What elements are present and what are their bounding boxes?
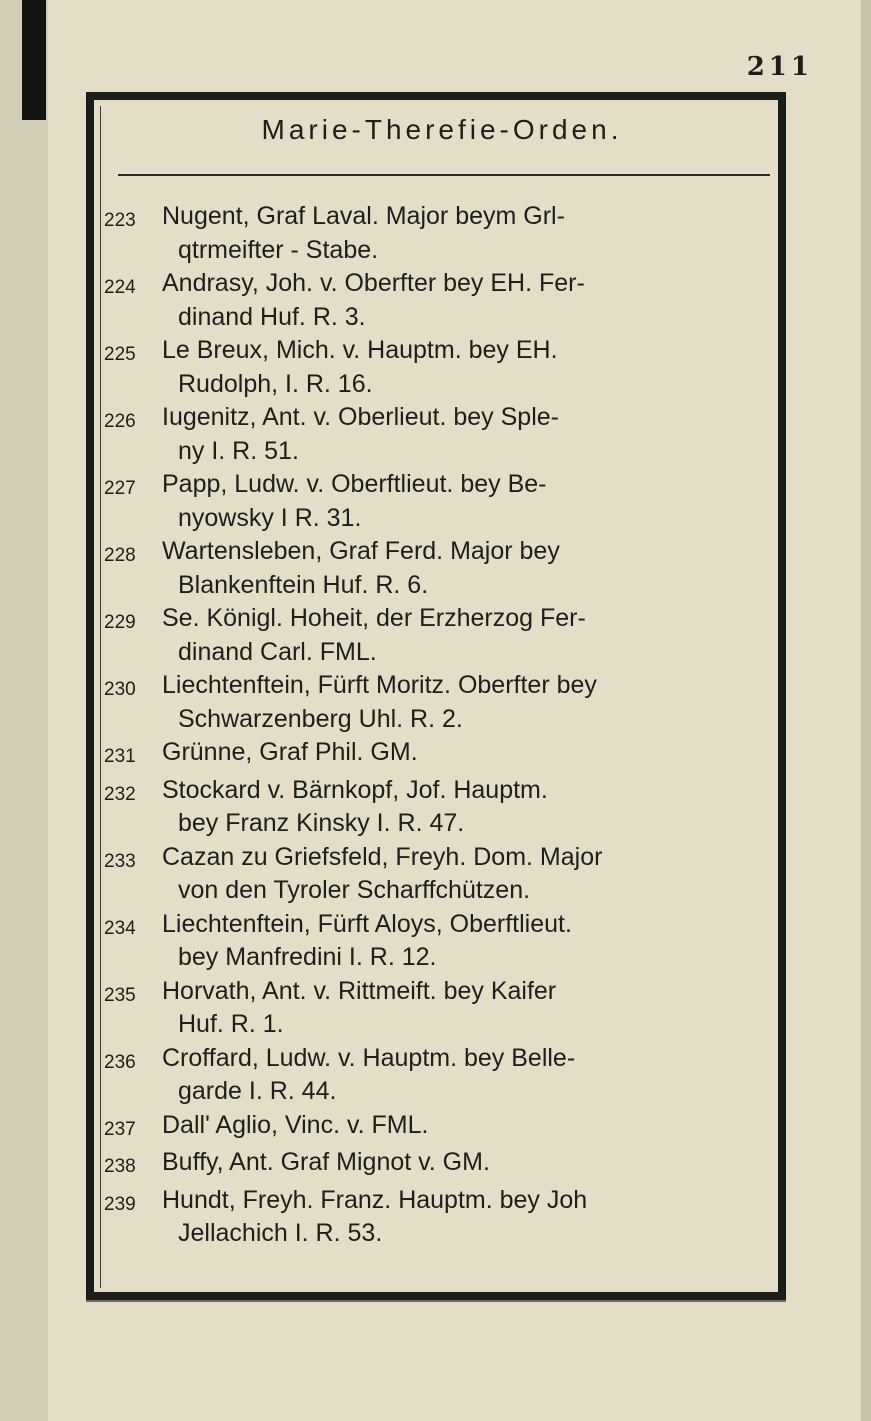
list-item (104, 774, 788, 841)
list-item (104, 200, 788, 267)
entry-line: Le Breux, Mich. v. Hauptm. bey EH. (162, 336, 558, 364)
page-edge (861, 0, 871, 1421)
list-item (104, 401, 788, 468)
list-item (104, 334, 788, 401)
list-item (104, 975, 788, 1042)
entry-number: 231 (104, 746, 136, 767)
entry-number: 226 (104, 411, 136, 432)
entry-number: 236 (104, 1051, 136, 1073)
entry-text (162, 669, 788, 736)
list-item (104, 267, 788, 334)
entry-text (162, 1184, 788, 1251)
inner-frame-rule (100, 106, 101, 1288)
list-item (104, 1109, 788, 1147)
entry-line: qtrmeifter - Stabe. (178, 235, 379, 264)
entry-line: Liechtenftein, Fürft Moritz. Oberfter bey (162, 671, 597, 699)
page-number: 211 (746, 52, 813, 82)
entry-text (162, 468, 788, 535)
list-item (104, 468, 788, 535)
list-item (104, 1042, 788, 1109)
entry-line: ny I. R. 51. (178, 436, 299, 465)
entry-line: Stockard v. Bärnkopf, Jof. Hauptm. (162, 775, 548, 804)
entry-line: dinand Carl. FML. (178, 637, 377, 666)
entry-line: Wartensleben, Graf Ferd. Major bey (162, 537, 560, 565)
entry-number: 235 (104, 984, 136, 1006)
entry-line: Se. Königl. Hoheit, der Erzherzog Fer- (162, 604, 586, 632)
entry-text (162, 774, 788, 841)
entry-text (162, 1042, 788, 1109)
entry-line: Huf. R. 1. (178, 1010, 284, 1038)
entry-line: Cazan zu Griefsfeld, Freyh. Dom. Major (162, 842, 603, 871)
entry-line: Blankenftein Huf. R. 6. (178, 570, 429, 599)
entry-number: 233 (104, 850, 136, 872)
entry-number: 223 (104, 210, 136, 231)
entry-text (162, 841, 788, 908)
list-item (104, 736, 788, 774)
entry-line: Iugenitz, Ant. v. Oberlieut. bey Sple- (162, 403, 559, 431)
list-item (104, 1146, 788, 1184)
entry-line: Jellachich I. R. 53. (178, 1219, 383, 1247)
entry-line: Schwarzenberg Uhl. R. 2. (178, 704, 463, 733)
entry-number: 227 (104, 478, 136, 499)
entry-line: Hundt, Freyh. Franz. Hauptm. bey Joh (162, 1185, 588, 1214)
entry-list (104, 200, 788, 1251)
entry-line: Nugent, Graf Laval. Major beym Grl- (162, 202, 565, 230)
list-item (104, 841, 788, 908)
entry-number: 229 (104, 612, 136, 633)
entry-line: Grünne, Graf Phil. GM. (162, 738, 418, 766)
title-rule (118, 174, 770, 176)
entry-line: garde I. R. 44. (178, 1077, 337, 1105)
entry-line: Croffard, Ludw. v. Hauptm. bey Belle- (162, 1043, 576, 1072)
binding-edge (22, 0, 46, 120)
entry-line: Buffy, Ant. Graf Mignot v. GM. (162, 1148, 490, 1176)
entry-text (162, 401, 788, 468)
entry-text (162, 975, 788, 1042)
entry-line: bey Franz Kinsky I. R. 47. (178, 809, 465, 837)
entry-line: Horvath, Ant. v. Rittmeift. bey Kaifer (162, 976, 557, 1005)
entry-line: bey Manfredini I. R. 12. (178, 943, 437, 971)
entry-text (162, 1146, 788, 1184)
entry-text (162, 200, 788, 267)
entry-text (162, 736, 788, 774)
entry-text (162, 535, 788, 602)
entry-number: 234 (104, 917, 136, 939)
entry-line: Liechtenftein, Fürft Aloys, Oberftlieut. (162, 909, 572, 938)
entry-line: Andrasy, Joh. v. Oberfter bey EH. Fer- (162, 269, 585, 297)
list-item (104, 602, 788, 669)
entry-line: Rudolph, I. R. 16. (178, 369, 373, 398)
entry-text (162, 267, 788, 334)
entry-text (162, 908, 788, 975)
section-title: Marie-Therefie-Orden. (261, 114, 623, 145)
entry-number: 228 (104, 545, 136, 566)
list-item (104, 535, 788, 602)
list-item (104, 908, 788, 975)
list-item (104, 669, 788, 736)
entry-number: 230 (104, 679, 136, 700)
entry-number: 224 (104, 277, 136, 298)
entry-number: 225 (104, 344, 136, 365)
entry-number: 232 (104, 783, 136, 805)
entry-line: Papp, Ludw. v. Oberftlieut. bey Be- (162, 470, 547, 498)
bottom-rule (86, 1300, 786, 1302)
entry-text (162, 602, 788, 669)
entry-number: 237 (104, 1118, 136, 1140)
entry-line: dinand Huf. R. 3. (178, 302, 366, 331)
page-gutter (0, 0, 48, 1421)
entry-text (162, 1109, 788, 1147)
entry-line: Dall' Aglio, Vinc. v. FML. (162, 1110, 429, 1139)
entry-number: 239 (104, 1193, 136, 1215)
entry-line: nyowsky I R. 31. (178, 503, 362, 532)
entry-number: 238 (104, 1156, 136, 1177)
entry-line: von den Tyroler Scharffchützen. (178, 876, 531, 904)
entry-text (162, 334, 788, 401)
list-item (104, 1184, 788, 1251)
